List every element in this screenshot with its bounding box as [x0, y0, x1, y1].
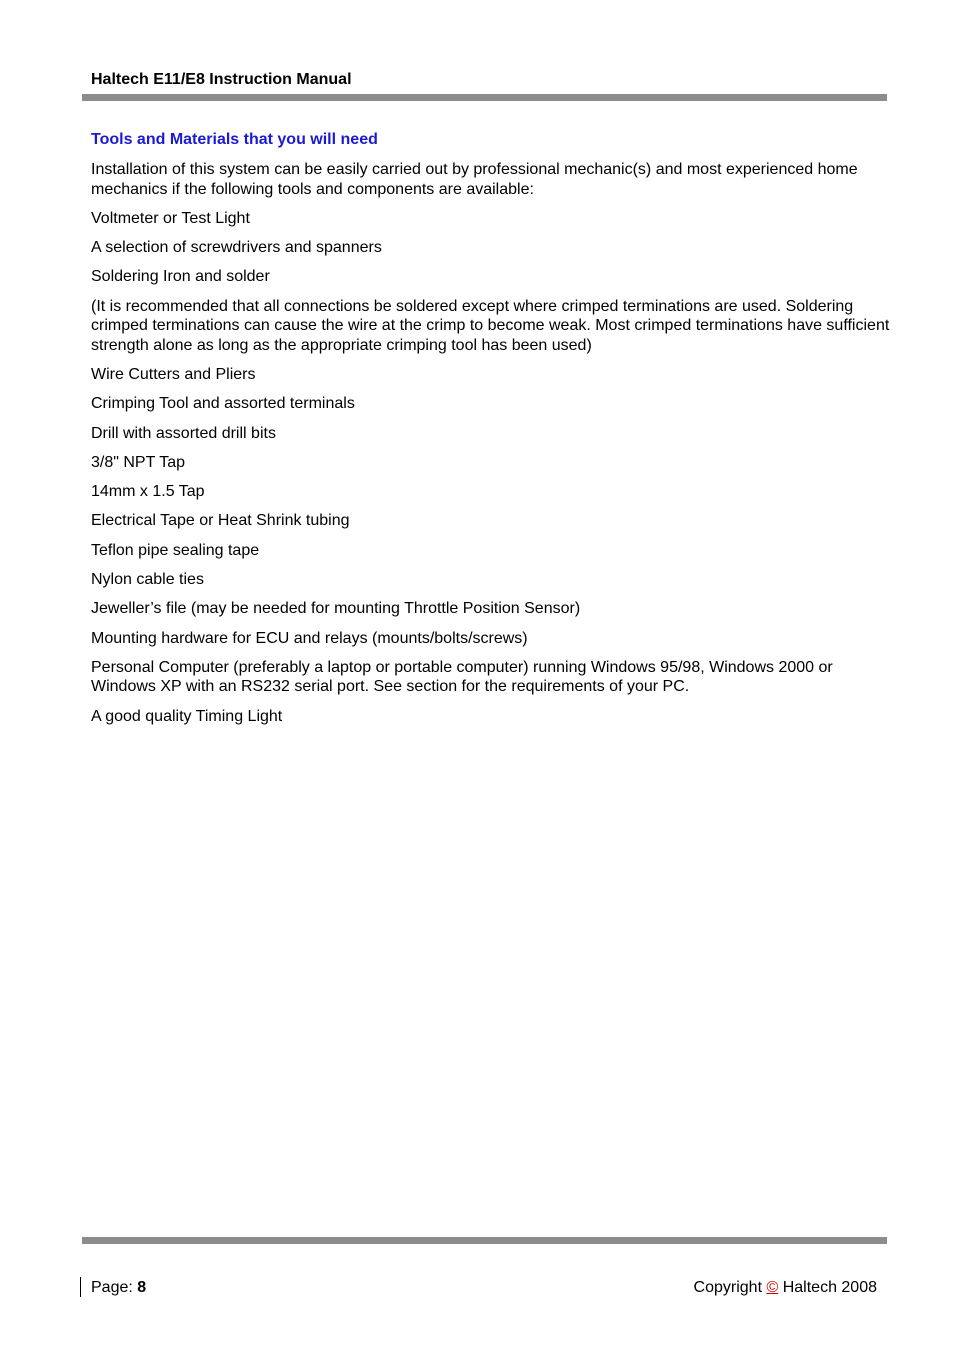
section-heading: Tools and Materials that you will need [91, 131, 378, 148]
note-paragraph: (It is recommended that all connections be soldered except where crimped terminations are used. Soldering crimped terminations can cause the wire at the crimp to become weak. Most crimped terminations have sufficient strength alone as long as the appropriate crimping tool has been used) [91, 297, 890, 354]
list-item: Soldering Iron and solder [91, 268, 270, 286]
page-number [91, 1278, 146, 1297]
list-item: A good quality Timing Light [91, 707, 283, 725]
list-item: Personal Computer (preferably a laptop or portable computer) running Windows 95/98, Windows 2000 or Windows XP with an RS232 serial port. See section for the requirements of your PC. [91, 658, 833, 696]
page-label: Page: [91, 1279, 138, 1296]
list-item: A selection of screwdrivers and spanners [91, 239, 382, 257]
copyright-prefix: Copyright [693, 1279, 767, 1296]
list-item: Electrical Tape or Heat Shrink tubing [91, 512, 350, 530]
list-item: Jeweller’s file (may be needed for mounting Throttle Position Sensor) [91, 600, 581, 618]
list-item: Teflon pipe sealing tape [91, 541, 260, 559]
footer-rule [82, 1237, 887, 1244]
list-item: Voltmeter or Test Light [91, 209, 250, 227]
change-bar [80, 1277, 81, 1297]
list-item: Nylon cable ties [91, 571, 204, 589]
list-item: Wire Cutters and Pliers [91, 365, 256, 383]
document-header-title: Haltech E11/E8 Instruction Manual [91, 71, 352, 88]
copyright-symbol[interactable]: © [766, 1279, 779, 1296]
copyright-suffix: Haltech 2008 [778, 1279, 877, 1296]
copyright-notice [694, 1278, 877, 1297]
list-item: Mounting hardware for ECU and relays (mounts/bolts/screws) [91, 629, 528, 647]
list-item: 14mm x 1.5 Tap [91, 483, 205, 501]
page-number-value: 8 [137, 1279, 147, 1296]
intro-paragraph: Installation of this system can be easily carried out by professional mechanic(s) and most experienced home mechanics if the following tools and components are available: [91, 161, 858, 198]
list-item: 3/8" NPT Tap [91, 453, 186, 471]
list-item: Drill with assorted drill bits [91, 424, 276, 442]
header-rule [82, 94, 887, 101]
list-item: Crimping Tool and assorted terminals [91, 395, 355, 413]
section-body [91, 160, 891, 736]
